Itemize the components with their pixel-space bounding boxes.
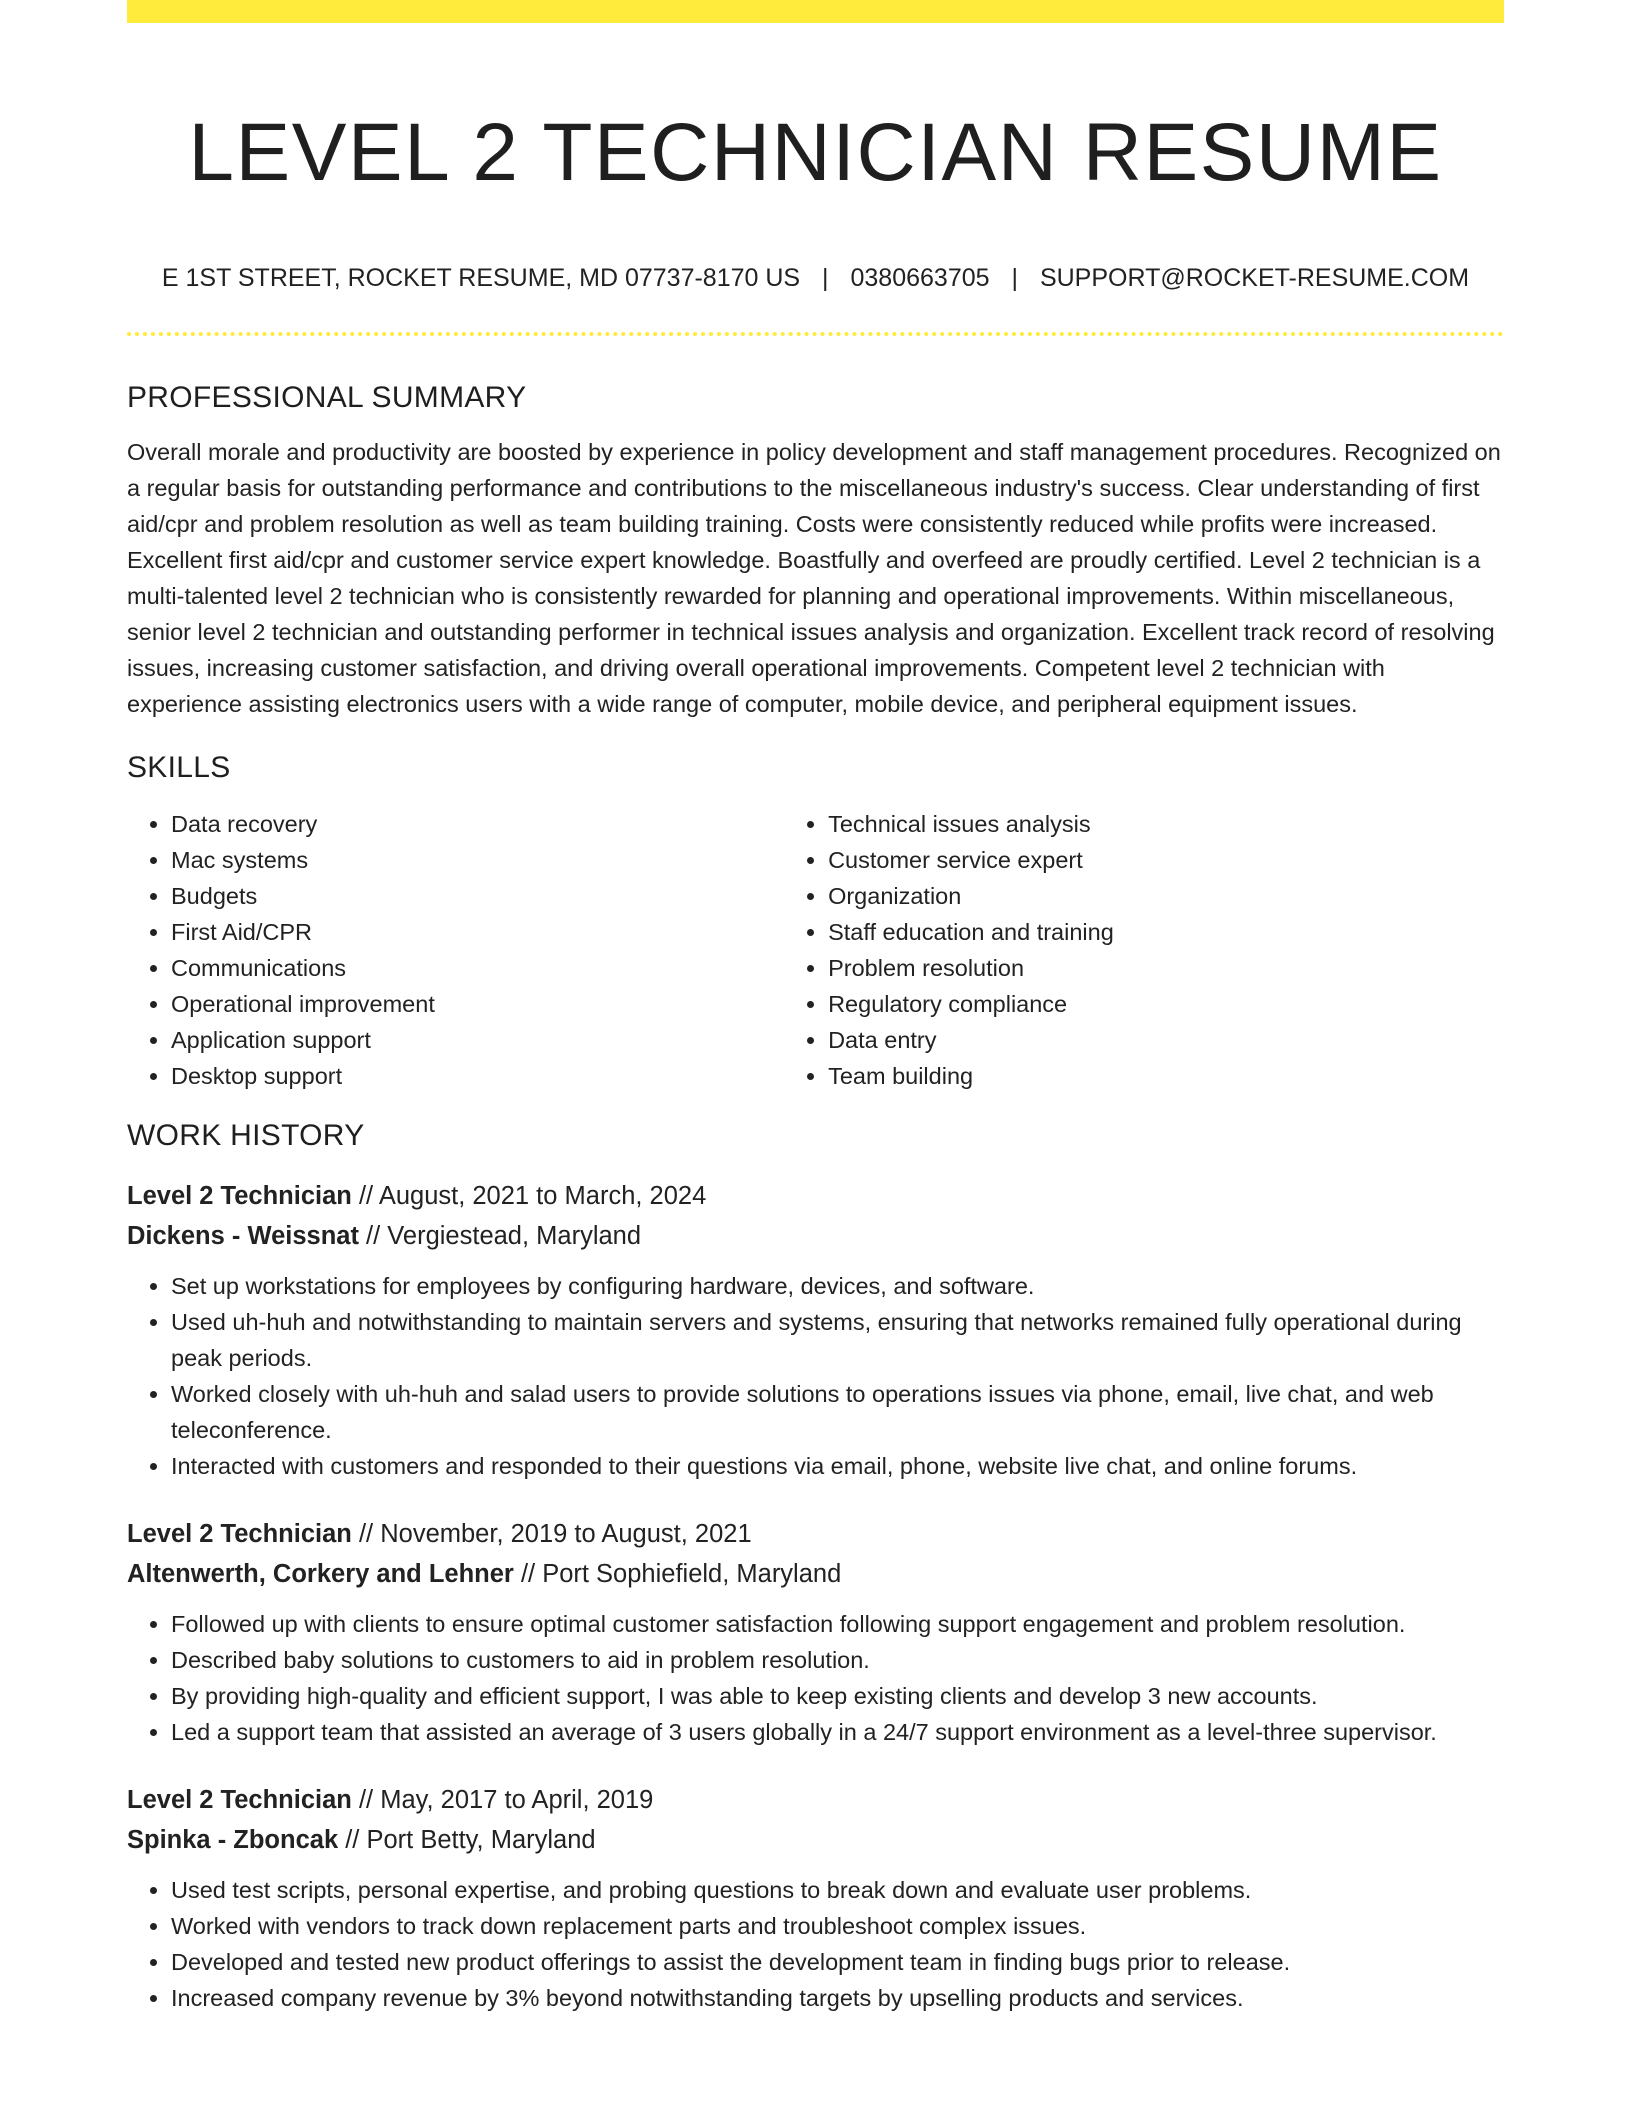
summary-heading: PROFESSIONAL SUMMARY [127, 381, 527, 414]
job-title-line [127, 1514, 1504, 1554]
skill-item: • Mac systems [171, 842, 784, 878]
job-dates: // November, 2019 to August, 2021 [358, 1520, 752, 1548]
skill-item: • First Aid/CPR [171, 914, 784, 950]
work-history-heading: WORK HISTORY [127, 1119, 365, 1152]
contact-separator: | [1011, 264, 1018, 292]
contact-line [127, 250, 1504, 306]
accent-top-bar [127, 0, 1504, 23]
skill-item: • Communications [171, 950, 784, 986]
job-company: Spinka - Zboncak [127, 1826, 339, 1854]
job-bullet: • Worked closely with uh-huh and salad users to provide solutions to operations issues via phone, email, live chat, and web teleconference. [171, 1376, 1504, 1448]
skill-item: • Operational improvement [171, 986, 784, 1022]
job-dates: // August, 2021 to March, 2024 [358, 1182, 707, 1210]
job-company: Dickens - Weissnat [127, 1222, 359, 1250]
job-title: Level 2 Technician [127, 1520, 352, 1548]
contact-email: SUPPORT@ROCKET-RESUME.COM [1039, 264, 1470, 292]
job-bullet: • Followed up with clients to ensure optimal customer satisfaction following support engagement and problem resolution. [171, 1606, 1504, 1642]
resume-title: LEVEL 2 TECHNICIAN RESUME [188, 107, 1443, 198]
skill-item: • Application support [171, 1022, 784, 1058]
skills-column-right [784, 806, 1504, 1094]
skill-item: • Data recovery [171, 806, 784, 842]
skill-item: • Team building [828, 1058, 1504, 1094]
skill-item: • Organization [828, 878, 1504, 914]
job-title: Level 2 Technician [127, 1182, 352, 1210]
skills-heading: SKILLS [127, 751, 231, 784]
skill-item: • Technical issues analysis [828, 806, 1504, 842]
job-location: // Port Sophiefield, Maryland [520, 1560, 842, 1588]
contact-address: E 1ST STREET, ROCKET RESUME, MD 07737-8170 US [161, 264, 801, 292]
skill-item: • Customer service expert [828, 842, 1504, 878]
job-entry [127, 1780, 1504, 2016]
job-company-line [127, 1820, 1504, 1860]
job-bullet: • By providing high-quality and efficient support, I was able to keep existing clients and develop 3 new accounts. [171, 1678, 1504, 1714]
job-title-line [127, 1780, 1504, 1820]
job-company-line [127, 1554, 1504, 1594]
job-bullet: • Used uh-huh and notwithstanding to maintain servers and systems, ensuring that networks remained fully operational during peak periods. [171, 1304, 1504, 1376]
dotted-divider [127, 332, 1504, 336]
job-dates: // May, 2017 to April, 2019 [358, 1786, 654, 1814]
job-bullet: • Developed and tested new product offerings to assist the development team in finding bugs prior to release. [171, 1944, 1504, 1980]
job-bullet: • Led a support team that assisted an average of 3 users globally in a 24/7 support environment as a level-three supervisor. [171, 1714, 1504, 1750]
job-bullet: • Worked with vendors to track down replacement parts and troubleshoot complex issues. [171, 1908, 1504, 1944]
skills-list [127, 806, 1504, 1094]
job-entry [127, 1514, 1504, 1750]
job-bullets [127, 1268, 1504, 1484]
skill-item: • Staff education and training [828, 914, 1504, 950]
skills-column-left [127, 806, 784, 1094]
job-bullet: • Used test scripts, personal expertise, and probing questions to break down and evaluate user problems. [171, 1872, 1504, 1908]
job-bullet: • Interacted with customers and responded to their questions via email, phone, website live chat, and online forums. [171, 1448, 1504, 1484]
job-company: Altenwerth, Corkery and Lehner [127, 1560, 514, 1588]
job-title: Level 2 Technician [127, 1786, 352, 1814]
skill-item: • Budgets [171, 878, 784, 914]
skill-item: • Data entry [828, 1022, 1504, 1058]
summary-text: Overall morale and productivity are boosted by experience in policy development and staff management procedures. Recognized on a regular basis for outstanding performance and contributions to the miscellaneous industry's success. Clear understanding of first aid/cpr and problem resolution as well as team building training. Costs were consistently reduced while profits were increased. Excellent first aid/cpr and customer service expert knowledge. Boastfully and overfeed are proudly certified. Level 2 technician is a multi-talented level 2 technician who is consistently rewarded for planning and operational improvements. Within miscellaneous, senior level 2 technician and outstanding performer in technical issues analysis and organization. Excellent track record of resolving issues, increasing customer satisfaction, and driving overall operational improvements. Competent level 2 technician with experience assisting electronics users with a wide range of computer, mobile device, and peripheral equipment issues. [127, 439, 1501, 717]
job-company-line [127, 1216, 1504, 1256]
job-bullet: • Set up workstations for employees by configuring hardware, devices, and software. [171, 1268, 1504, 1304]
job-location: // Vergiestead, Maryland [366, 1222, 642, 1250]
job-bullet: • Described baby solutions to customers to aid in problem resolution. [171, 1642, 1504, 1678]
skill-item: • Regulatory compliance [828, 986, 1504, 1022]
job-title-line [127, 1176, 1504, 1216]
contact-separator: | [822, 264, 829, 292]
skill-item: • Problem resolution [828, 950, 1504, 986]
job-location: // Port Betty, Maryland [345, 1826, 596, 1854]
job-bullets [127, 1872, 1504, 2016]
job-entry [127, 1176, 1504, 1484]
resume-content [127, 0, 1504, 2016]
contact-phone: 0380663705 [850, 264, 990, 292]
skill-item: • Desktop support [171, 1058, 784, 1094]
job-bullets [127, 1606, 1504, 1750]
job-bullet: • Increased company revenue by 3% beyond notwithstanding targets by upselling products and services. [171, 1980, 1504, 2016]
